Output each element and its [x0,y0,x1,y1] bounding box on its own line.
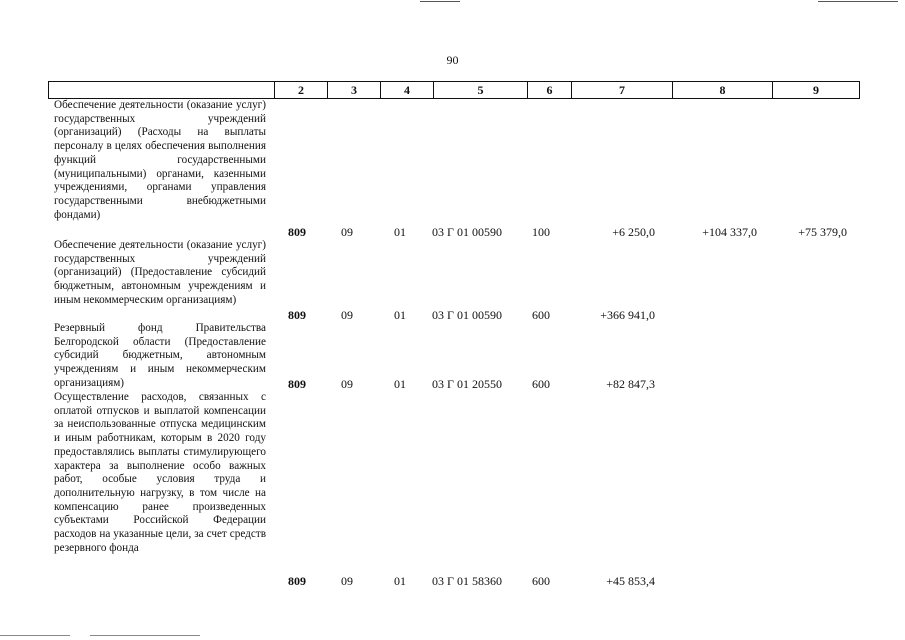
cell-section: 09 [341,574,353,588]
row-description: Осуществление расходов, связанных с оплатой отпусков и выплатой компенсации за неиспользованные отпуска медицинским и иным работникам, которым в 2020 году предоставлялись выплаты стимулирующего характера за выполнение особо важных работ, особые условия труда и дополнительную нагрузку, в том числе на компенсацию ранее произведенных субъектами Российской Федерации расходов на указанные цели, за счет средств резервного фонда [54,391,266,554]
cell-target-article: 03 Г 01 20550 [432,377,502,391]
table-header [48,81,860,99]
cell-expense-type: 600 [532,308,550,322]
cell-amount-col7: +366 941,0 [600,308,655,322]
cell-ministry-code: 809 [288,574,306,588]
cell-expense-type: 600 [532,574,550,588]
scan-bottom-rule [0,635,70,636]
header-col-6: 6 [528,82,572,99]
cell-ministry-code: 809 [288,225,306,239]
cell-expense-type: 100 [532,225,550,239]
cell-section: 09 [341,377,353,391]
row-description: Обеспечение деятельности (оказание услуг) государственных учреждений (организаций) (Расходы на выплаты персоналу в целях обеспечения выполнения функций государственными (муниципальными) органами, казенными учреждениями, органами управления государственными внебюджетными фондами) [54,99,266,221]
header-col-8: 8 [673,82,773,99]
cell-amount-col7: +82 847,3 [606,377,655,391]
cell-subsection: 01 [394,574,406,588]
cell-expense-type: 600 [532,377,550,391]
row-description: Обеспечение деятельности (оказание услуг) государственных учреждений (организаций) (Предоставление субсидий бюджетным, автономным учреждениям и иным некоммерческим организациям) [54,239,266,306]
cell-section: 09 [341,308,353,322]
cell-ministry-code: 809 [288,377,306,391]
cell-amount-col7: +45 853,4 [606,574,655,588]
cell-amount-col7: +6 250,0 [612,225,655,239]
cell-subsection: 01 [394,225,406,239]
cell-target-article: 03 Г 01 58360 [432,574,502,588]
row-description: Резервный фонд Правительства Белгородской области (Предоставление субсидий бюджетным, автономным учреждениям и иным некоммерческим организациям) [54,322,266,389]
cell-section: 09 [341,225,353,239]
scan-top-rule [420,1,460,2]
cell-target-article: 03 Г 01 00590 [432,308,502,322]
cell-amount-col9: +75 379,0 [798,225,847,239]
cell-subsection: 01 [394,377,406,391]
cell-ministry-code: 809 [288,308,306,322]
header-col-9: 9 [773,82,860,99]
header-col-4: 4 [381,82,434,99]
header-col-2: 2 [275,82,328,99]
scan-top-rule [818,1,898,2]
page-number: 90 [446,53,459,67]
header-col-5: 5 [434,82,528,99]
header-col-7: 7 [572,82,673,99]
header-col-3: 3 [328,82,381,99]
cell-amount-col8: +104 337,0 [702,225,757,239]
cell-target-article: 03 Г 01 00590 [432,225,502,239]
scan-bottom-rule [90,635,200,636]
header-col-1 [49,82,275,99]
cell-subsection: 01 [394,308,406,322]
